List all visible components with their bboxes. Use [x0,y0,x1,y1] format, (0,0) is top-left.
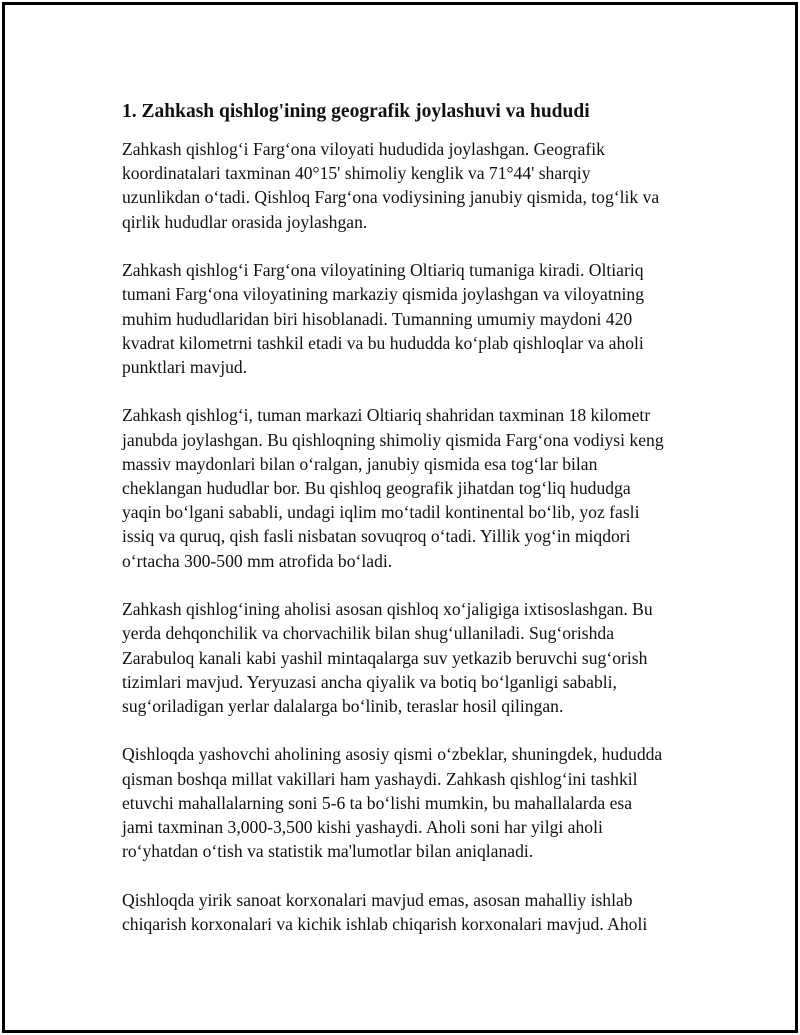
paragraph-line: koordinatalari taxminan 40°15' shimoliy kenglik va 71°44' sharqiy [122,163,591,184]
paragraph-line: Qishloqda yashovchi aholining asosiy qismi o‘zbeklar, shuningdek, hududda [122,744,663,765]
paragraph [122,597,702,718]
paragraph-line: qisman boshqa millat vakillari ham yashaydi. Zahkash qishlog‘ini tashkil [122,768,638,789]
paragraph-line: o‘rtacha 300-500 mm atrofida bo‘ladi. [122,550,393,571]
paragraph [122,403,702,572]
paragraph-line: janubda joylashgan. Bu qishloqning shimoliy qismida Farg‘ona vodiysi keng [122,429,664,450]
page-frame [2,2,798,1033]
paragraph-line: uzunlikdan o‘tadi. Qishloq Farg‘ona vodiysining janubiy qismida, tog‘lik va [122,187,660,208]
paragraph-line: muhim hududlaridan biri hisoblanadi. Tumanning umumiy maydoni 420 [122,308,633,329]
document-body [122,98,702,960]
paragraph-line: punktlari mavjud. [122,356,248,377]
paragraph-line: Zarabuloq kanali kabi yashil mintaqalarga suv yetkazib beruvchi sug‘orish [122,647,648,668]
paragraph-line: Zahkash qishlog‘ining aholisi asosan qishloq xo‘jaligiga ixtisoslashgan. Bu [122,599,653,620]
paragraph-line: Zahkash qishlog‘i, tuman markazi Oltiariq shahridan taxminan 18 kilometr [122,405,651,426]
paragraph [122,137,702,234]
paragraph-line: sug‘oriladigan yerlar dalalarga bo‘linib, teraslar hosil qilingan. [122,695,564,716]
paragraph-line: ro‘yhatdan o‘tish va statistik ma'lumotlar bilan aniqlanadi. [122,841,534,862]
paragraph [122,258,702,379]
paragraph [122,742,702,863]
paragraph-line: cheklangan hududlar bor. Bu qishloq geografik jihatdan tog‘liq hududga [122,478,631,499]
paragraph-line: Zahkash qishlog‘i Farg‘ona viloyatining Oltiariq tumaniga kiradi. Oltiariq [122,260,644,281]
paragraph-line: qirlik hududlar orasida joylashgan. [122,211,368,232]
paragraph-line: etuvchi mahallalarning soni 5-6 ta bo‘lishi mumkin, bu mahallalarda esa [122,792,633,813]
paragraph-line: tizimlari mavjud. Yeryuzasi ancha qiyalik va botiq bo‘lganligi sababli, [122,671,617,692]
paragraph-line: Qishloqda yirik sanoat korxonalari mavjud emas, asosan mahalliy ishlab [122,889,633,910]
paragraph-line: yerda dehqonchilik va chorvachilik bilan shug‘ullaniladi. Sug‘orishda [122,623,615,644]
paragraph-line: kvadrat kilometrni tashkil etadi va bu hududda ko‘plab qishloqlar va aholi [122,332,644,353]
paragraph-line: tumani Farg‘ona viloyatining markaziy qismida joylashgan va viloyatning [122,284,645,305]
paragraph-line: jami taxminan 3,000-3,500 kishi yashaydi. Aholi soni har yilgi aholi [122,817,603,838]
paragraph-line: Zahkash qishlog‘i Farg‘ona viloyati hududida joylashgan. Geografik [122,139,605,159]
paragraph-line: yaqin bo‘lgani sababli, undagi iqlim mo‘tadil kontinental bo‘lib, yoz fasli [122,502,640,523]
paragraph-line: chiqarish korxonalari va kichik ishlab chiqarish korxonalari mavjud. Aholi [122,913,648,934]
paragraph-line: issiq va quruq, qish fasli nisbatan sovuqroq o‘tadi. Yillik yog‘in miqdori [122,526,631,547]
paragraph [122,888,702,936]
paragraph-line: massiv maydonlari bilan o‘ralgan, janubiy qismida esa tog‘lar bilan [122,453,598,474]
paragraph-list [122,137,702,936]
section-heading: 1. Zahkash qishlog'ining geografik joylashuvi va hududi [122,101,590,122]
